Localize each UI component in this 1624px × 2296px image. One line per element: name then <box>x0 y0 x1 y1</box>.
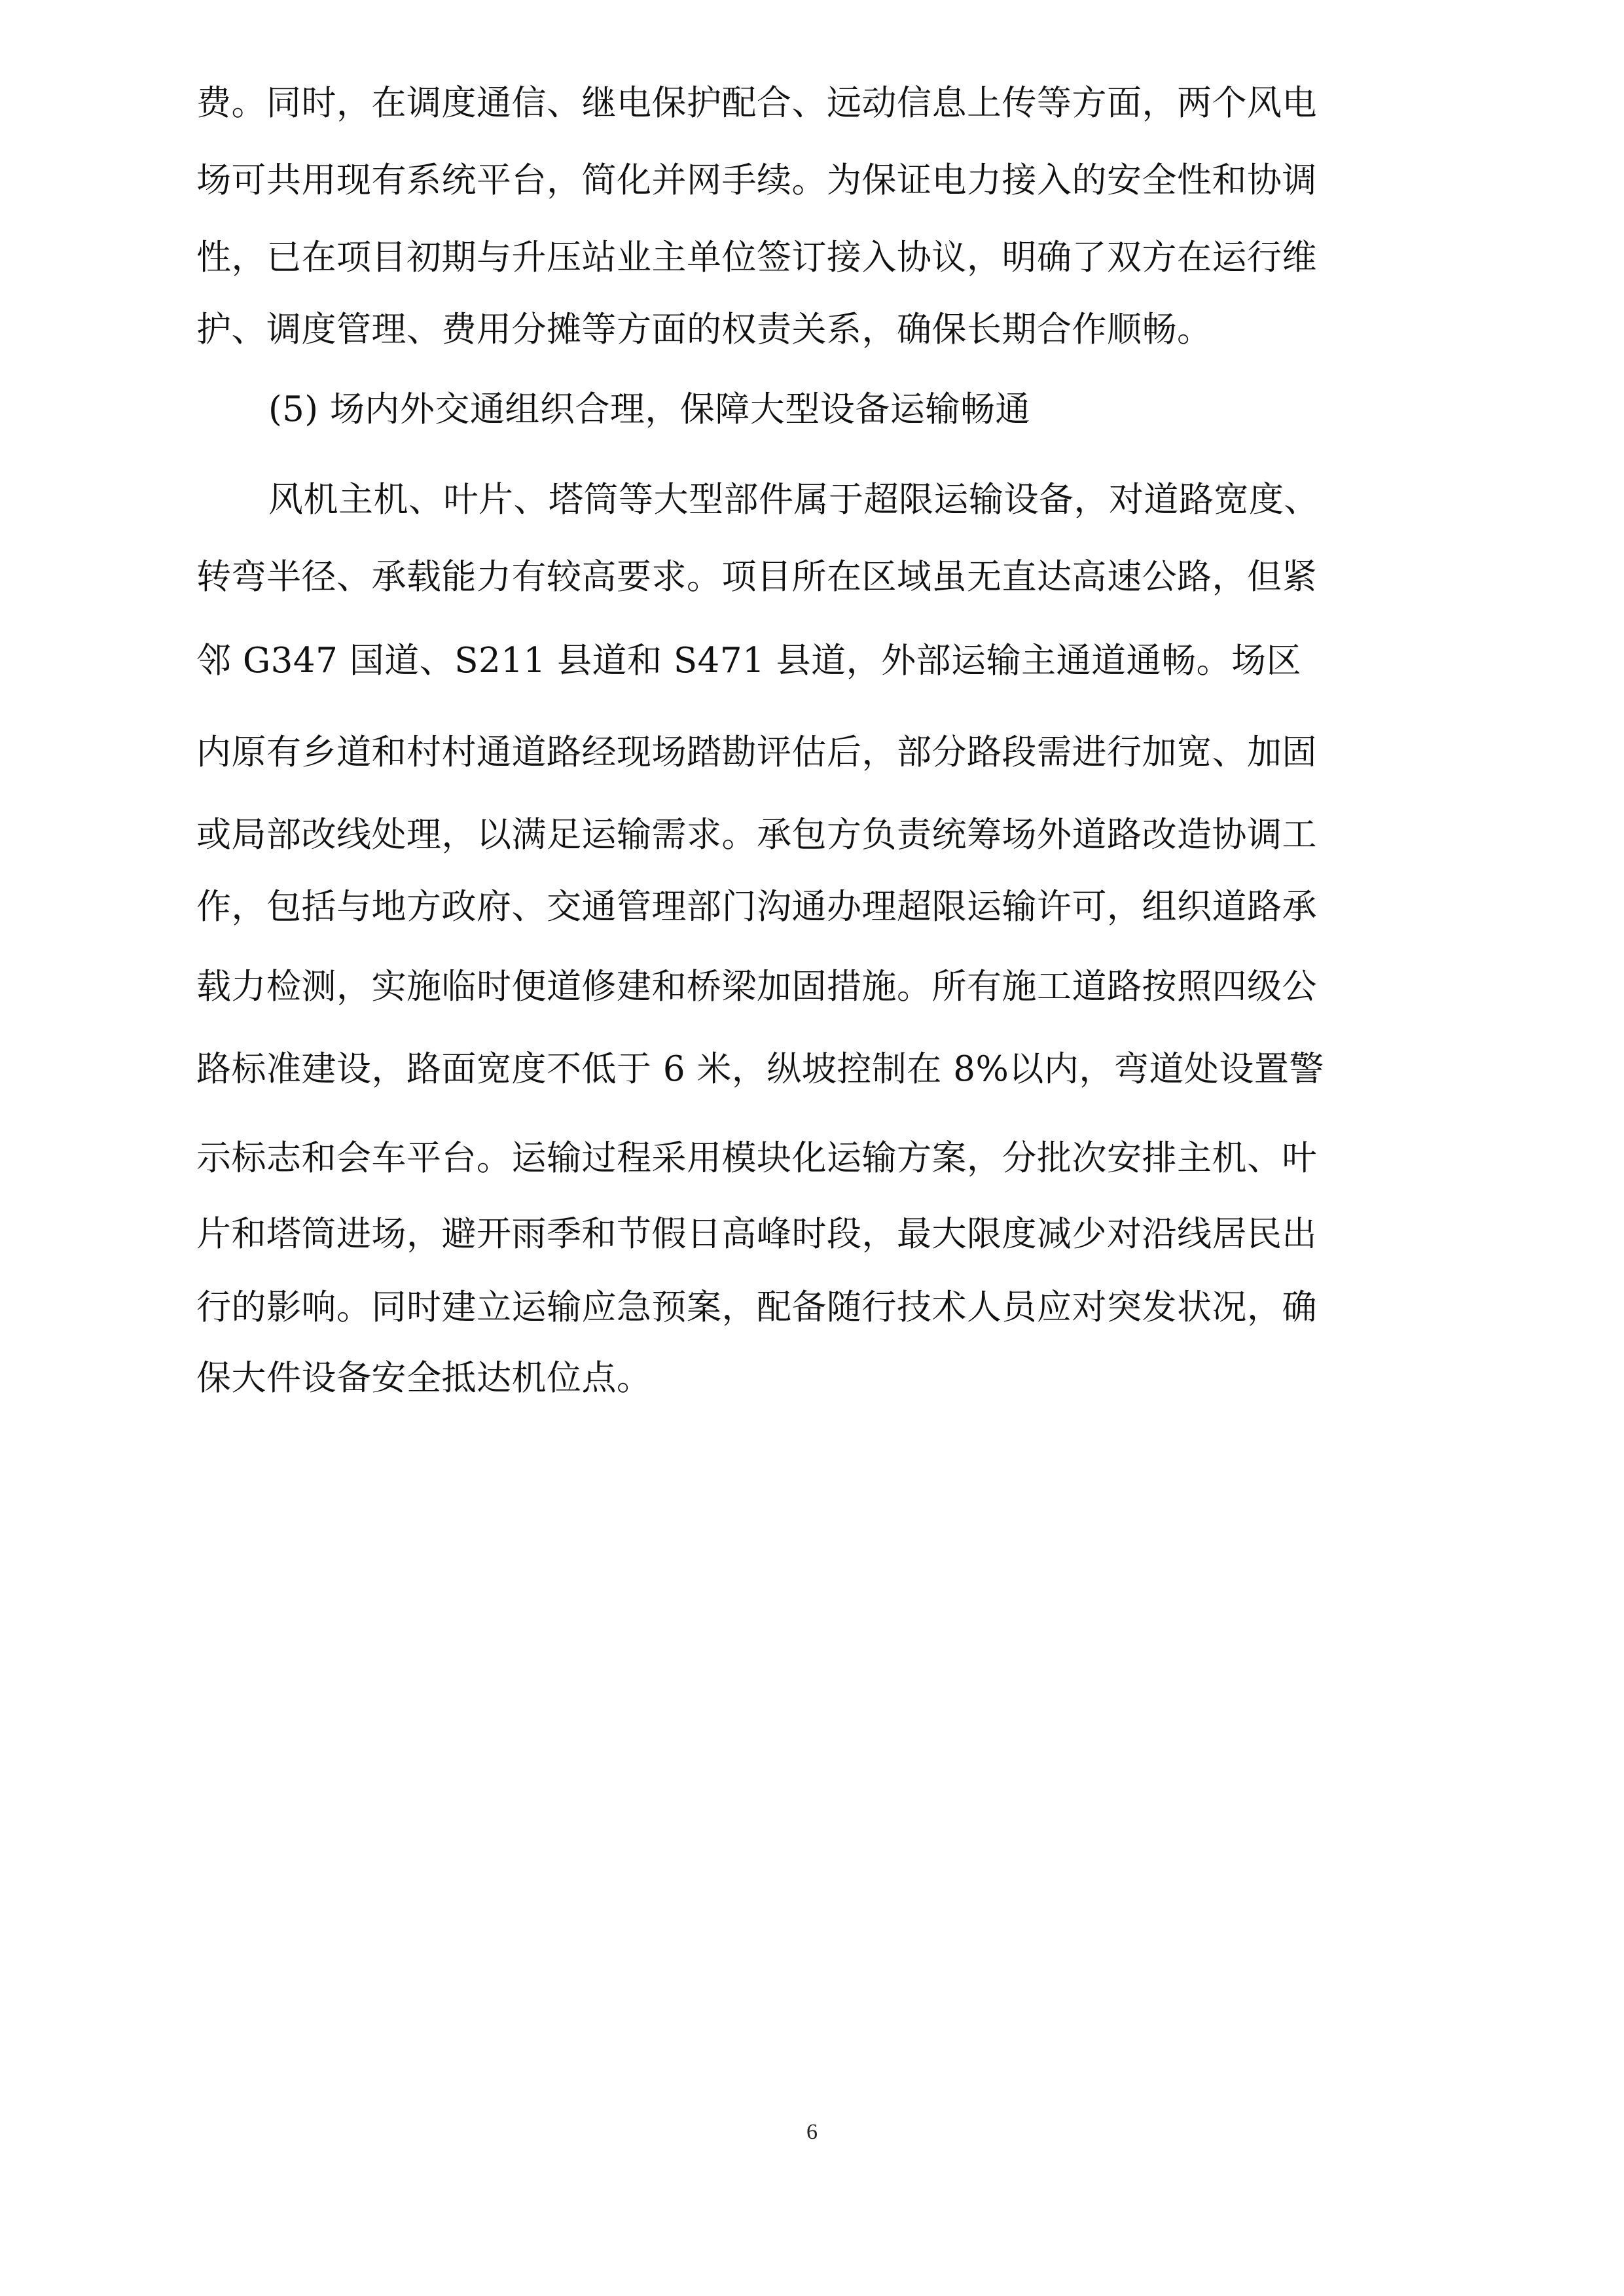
paragraph-line: 示标志和会车平台。运输过程采用模块化运输方案，分批次安排主机、叶 <box>196 1138 1317 1178</box>
page-number: 6 <box>806 2120 818 2144</box>
paragraph-line: 风机主机、叶片、塔筒等大型部件属于超限运输设备，对道路宽度、 <box>268 480 1319 520</box>
section-heading: (5) 场内外交通组织合理，保障大型设备运输畅通 <box>268 389 1030 429</box>
paragraph-line: 作，包括与地方政府、交通管理部门沟通办理超限运输许可，组织道路承 <box>196 887 1317 927</box>
paragraph-line: 性，已在项目初期与升压站业主单位签订接入协议，明确了双方在运行维 <box>196 238 1317 278</box>
paragraph-line: 护、调度管理、费用分摊等方面的权责关系，确保长期合作顺畅。 <box>196 310 1212 350</box>
paragraph-line: 转弯半径、承载能力有较高要求。项目所在区域虽无直达高速公路，但紧 <box>196 557 1317 597</box>
paragraph-line: 行的影响。同时建立运输应急预案，配备随行技术人员应对突发状况，确 <box>196 1287 1317 1327</box>
paragraph-line: 内原有乡道和村村通道路经现场踏勘评估后，部分路段需进行加宽、加固 <box>196 732 1317 772</box>
paragraph-line: 保大件设备安全抵达机位点。 <box>196 1358 652 1398</box>
paragraph-line: 邻 G347 国道、S211 县道和 S471 县道，外部运输主通道通畅。场区 <box>196 641 1302 681</box>
paragraph-line: 场可共用现有系统平台，简化并网手续。为保证电力接入的安全性和协调 <box>196 160 1317 200</box>
paragraph-line: 或局部改线处理，以满足运输需求。承包方负责统筹场外道路改造协调工 <box>196 815 1317 855</box>
paragraph-line: 片和塔筒进场，避开雨季和节假日高峰时段，最大限度减少对沿线居民出 <box>196 1214 1317 1254</box>
paragraph-line: 载力检测，实施临时便道修建和桥梁加固措施。所有施工道路按照四级公 <box>196 967 1317 1007</box>
paragraph-line: 费。同时，在调度通信、继电保护配合、远动信息上传等方面，两个风电 <box>196 83 1317 123</box>
paragraph-line: 路标准建设，路面宽度不低于 6 米，纵坡控制在 8%以内，弯道处设置警 <box>196 1049 1324 1089</box>
